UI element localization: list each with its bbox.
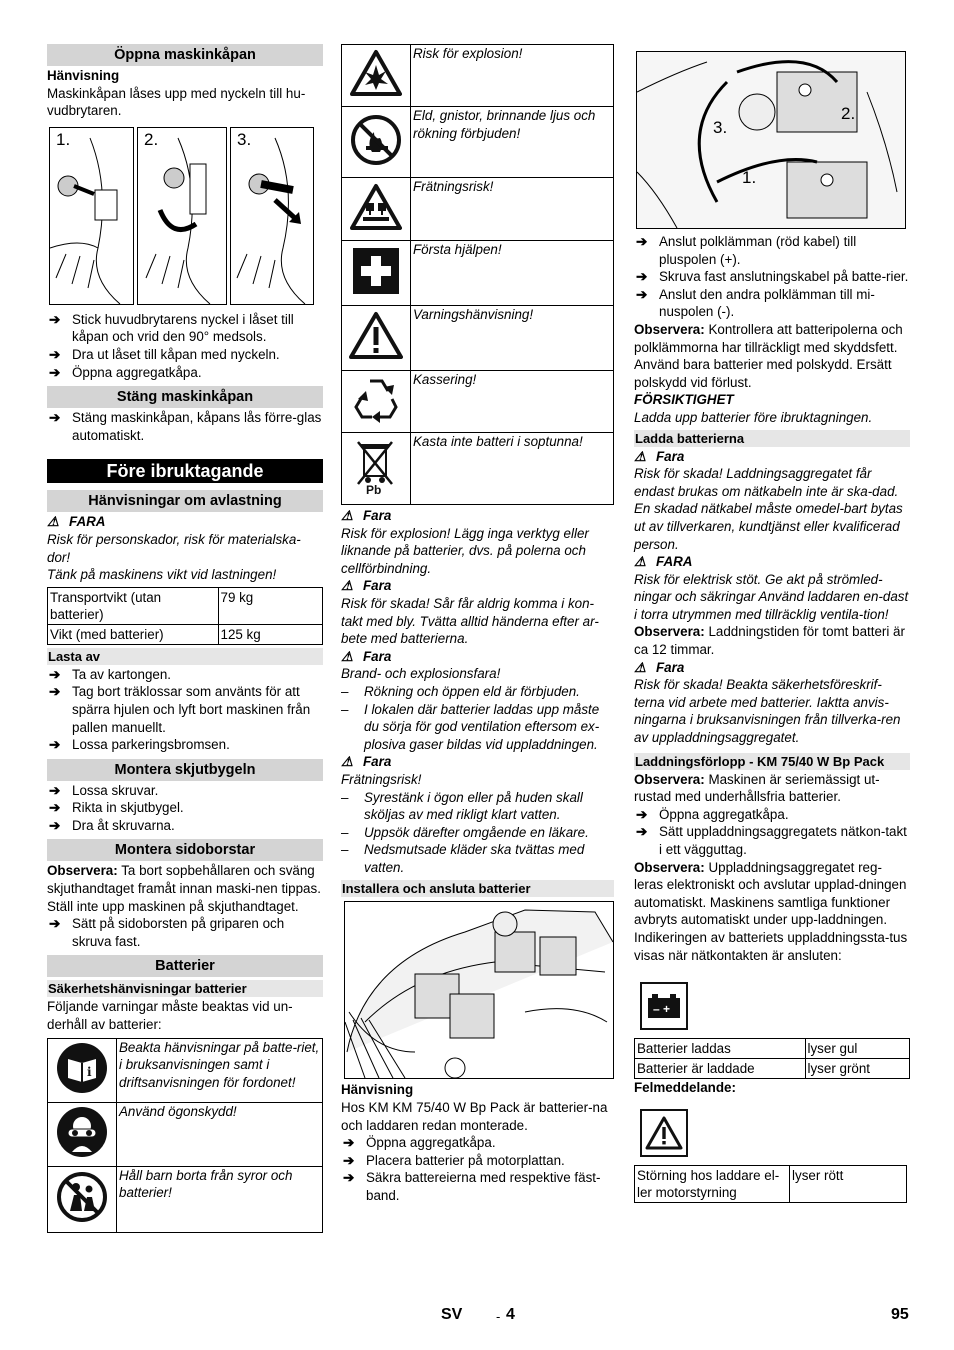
warning-text: Risk för skada! Beakta säkerhetsföreskrif-terna vid arbete med batterier. Iaktta anvis-ningarna i bruksanvisningen från tillverka-ren av uppladdningsaggregatet. — [634, 677, 901, 746]
table-row: Batterier laddas lyser gul — [635, 1039, 910, 1059]
error-warning-icon — [640, 1109, 688, 1157]
warning-icon — [342, 306, 411, 371]
svg-text:i: i — [87, 1064, 92, 1079]
figure-label-2: 2. — [841, 104, 856, 123]
warning-triangle-icon: ⚠ — [634, 448, 647, 464]
arrow-icon: ➔ — [636, 824, 648, 840]
warning-text: Risk för explosion! Lägg inga verktyg eller liknande på batterier, dvs. på polerna och cellförbindning. — [341, 525, 589, 576]
list-item: ➔ Stäng maskinkåpan, kåpans lås förre-glas automatiskt. — [49, 410, 322, 443]
warning-text: Risk för skada! Sår får aldrig komma i kon-takt med bly. Tvätta alltid händerna efter ar-bete med batterierna. — [341, 595, 599, 647]
list-item: ➔ Rikta in skjutbygel. — [49, 800, 184, 816]
warning-triangle-icon: ⚠ — [47, 514, 60, 530]
warning-text: Frätningsrisk! — [341, 771, 422, 787]
arrow-icon: ➔ — [343, 1135, 355, 1151]
warning-text: Risk för skada! Laddningsaggregatet får endast brukas om nätkabeln inte är ska-dad. En skadad nätkabel måste omedel-bart bytas ut av tillverkaren, kundtjänst eller kvalificerad person. — [634, 466, 903, 552]
observation-text: Observera: Uppladdningsaggregatet reg-leras elektroniskt och avslutar upplad-dningen automatiskt. Maskinens samtliga funktioner avbryts automatiskt under upp-laddningen. — [634, 859, 907, 928]
warning-triangle-icon: ⚠ — [341, 508, 354, 523]
warning-triangle-icon: ⚠ — [341, 754, 354, 770]
section-title-unload: Lasta av — [47, 648, 323, 665]
arrow-icon: ➔ — [49, 346, 61, 362]
key-turn-illustration — [138, 128, 226, 304]
section-title-unloading-notes: Hänvisningar om avlastning — [47, 490, 323, 512]
arrow-icon: ➔ — [636, 286, 648, 302]
table-row: Kassering! — [342, 371, 614, 433]
arrow-icon: ➔ — [49, 916, 61, 932]
section-title-charge-batteries: Ladda batterierna — [634, 430, 910, 447]
error-label: Felmeddelande: — [634, 1080, 736, 1096]
table-row: Första hjälpen! — [342, 241, 614, 306]
warning-triangle-icon: ⚠ — [341, 578, 354, 594]
caution-label: FÖRSIKTIGHET — [634, 392, 734, 408]
hood-figure — [49, 127, 323, 305]
observation-text: Observera: Maskinen är seriemässigt ut-rustad med underhållsfria batterier. — [634, 771, 880, 805]
arrow-icon: ➔ — [636, 234, 648, 249]
danger-warning: ⚠ Fara — [341, 754, 392, 770]
list-item: – Uppsök därefter omgående en läkare. — [341, 824, 589, 840]
danger-warning: ⚠ Fara — [634, 659, 685, 675]
danger-warning: ⚠ Fara — [341, 578, 392, 594]
battery-symbol-table-2 — [341, 44, 614, 505]
section-title-batteries: Batterier — [47, 955, 323, 977]
observation-text: Observera: Laddningstiden för tomt batteri är ca 12 timmar. — [634, 624, 905, 658]
list-item: ➔ Öppna aggregatkåpa. — [49, 364, 202, 380]
figure-label-3: 3. — [713, 118, 728, 137]
observation-text: Observera: Kontrollera att batteripolerna och polklämmorna har tillräckligt med skyddsfett. — [634, 321, 903, 355]
list-item: ➔ Ta av kartongen. — [49, 666, 172, 682]
no-fire-icon — [342, 107, 411, 178]
goggles-icon — [48, 1102, 117, 1166]
table-row: Batterier är laddade lyser grönt — [635, 1059, 910, 1079]
chapter-title: Före ibruktagande — [47, 459, 323, 483]
note-label: Hänvisning — [341, 1082, 414, 1098]
table-row: Eld, gnistor, brinnande ljus och rökning förbjuden! — [342, 107, 614, 178]
figure-label-3: 3. — [237, 129, 252, 149]
first-aid-icon — [342, 241, 411, 306]
page-number: 95 — [891, 1306, 909, 1323]
list-item: ➔ Öppna aggregatkåpa. — [343, 1135, 496, 1151]
warning-text: Risk för elektrisk stöt. Ge akt på strömled-ningar och säkringar Använd laddaren en-dast i torra utrymmen med tillräcklig ventila-tion! — [634, 571, 909, 622]
arrow-icon: ➔ — [49, 737, 61, 753]
section-title-charging-process: Laddningsförlopp - KM 75/40 W Bp Pack — [634, 753, 910, 770]
charge-status-table — [634, 1038, 910, 1079]
observation-text: Observera: Ta bort sopbehållaren och sväng skjuthandtaget framåt innan maski-nen tippas. Ställ inte upp maskinen på skjuthandtaget. — [47, 863, 321, 914]
list-item: ➔ Anslut den andra polklämman till mi-nuspolen (-). — [636, 286, 875, 320]
footer-separator: - — [496, 1309, 501, 1324]
body-text: Följande varningar måste beaktas vid un-derhåll av batterier: — [47, 999, 293, 1033]
list-item: ➔ Säkra battereierna med respektive fäst-band. — [343, 1170, 601, 1204]
danger-warning: ⚠ FARA — [634, 554, 693, 570]
note-text: Hos KM KM 75/40 W Bp Pack är batterier-na och laddaren redan monterade. — [341, 1100, 608, 1133]
column-right — [634, 44, 910, 1203]
body-text: Använd bara batterier med polskydd. Ersätt polskydd vid förlust. — [634, 357, 892, 390]
section-title-push-handle: Montera skjutbygeln — [47, 759, 323, 781]
note-label: Hänvisning — [47, 68, 120, 83]
figure-label-2: 2. — [144, 129, 159, 149]
table-row: i Beakta hänvisningar på batte-riet, i bruksanvisningen samt i driftsanvisningen för fordonet! — [48, 1038, 323, 1102]
arrow-icon: ➔ — [49, 311, 61, 327]
manual-icon — [48, 1038, 117, 1102]
figure-label-1: 1. — [742, 168, 757, 187]
section-title-close-hood: Stäng maskinkåpan — [47, 386, 323, 408]
table-row: Pb Kasta inte batteri i soptunna! — [342, 433, 614, 505]
body-text: Indikeringen av batteriets uppladdningssta-tus visas när nätkontakten är ansluten: — [634, 929, 908, 963]
section-title-install-batteries: Installera och ansluta batterier — [341, 880, 614, 897]
caution-text: Ladda upp batterier före ibruktagningen. — [634, 409, 873, 425]
keep-children-away-icon — [48, 1166, 117, 1232]
section-title-battery-safety: Säkerhetshänvisningar batterier — [47, 980, 323, 997]
key-insert-illustration — [50, 128, 133, 304]
arrow-icon: ➔ — [636, 806, 648, 822]
table-row: Risk för explosion! — [342, 45, 614, 107]
list-item: – I lokalen där batterier laddas upp måste du sörja för god ventilation eftersom ex-plosiva gaser bildas vid uppladdningen. — [341, 701, 600, 752]
battery-wiring-illustration — [637, 52, 905, 228]
footer-section: 4 — [506, 1306, 515, 1323]
hood-figure-step-3 — [230, 127, 314, 305]
pull-lock-illustration — [231, 128, 313, 304]
column-left — [47, 44, 323, 1233]
pb-label: Pb — [366, 483, 382, 494]
warning-triangle-icon: ⚠ — [341, 648, 354, 664]
weights-table — [47, 587, 323, 645]
table-row: Varningshänvisning! — [342, 306, 614, 371]
warning-text: Brand- och explosionsfara! — [341, 666, 501, 682]
no-bin-icon — [342, 433, 411, 505]
list-item: ➔ Öppna aggregatkåpa. — [636, 806, 789, 822]
arrow-icon: ➔ — [636, 269, 648, 285]
battery-connection-figure — [636, 51, 906, 229]
list-item: ➔ Lossa parkeringsbromsen. — [49, 737, 230, 753]
list-item: ➔ Sätt på sidoborsten på griparen och skruva fast. — [49, 916, 285, 949]
table-row: Vikt (med batterier) 125 kg — [48, 624, 323, 644]
hood-figure-step-2 — [137, 127, 227, 305]
arrow-icon: ➔ — [343, 1170, 355, 1186]
danger-warning: ⚠ Fara — [341, 648, 392, 664]
error-table — [634, 1165, 907, 1203]
list-item: ➔ Sätt uppladdningsaggregatets nätkon-takt i ett vägguttag. — [636, 824, 907, 857]
footer-language: SV — [441, 1306, 463, 1323]
warning-text: Risk för personskador, risk för materialska-dor! — [47, 531, 301, 565]
table-row: Använd ögonskydd! — [48, 1102, 323, 1166]
table-row: Håll barn borta från syror och batterier! — [48, 1166, 323, 1232]
danger-warning: ⚠ FARA — [47, 514, 106, 530]
battery-symbol: – + — [653, 1002, 671, 1017]
arrow-icon: ➔ — [343, 1152, 355, 1168]
list-item: – Rökning och öppen eld är förbjuden. — [341, 683, 580, 699]
hood-figure-step-1 — [49, 127, 134, 305]
warning-text: Tänk på maskinens vikt vid lastningen! — [47, 567, 277, 583]
list-item: ➔ Anslut polklämman (röd kabel) till pluspolen (+). — [636, 234, 857, 267]
arrow-icon: ➔ — [49, 364, 61, 380]
battery-symbol-table — [47, 1038, 323, 1233]
arrow-icon: ➔ — [49, 800, 61, 816]
warning-triangle-icon: ⚠ — [634, 554, 647, 570]
danger-warning: ⚠ Fara — [634, 448, 685, 464]
warning-triangle-icon: ⚠ — [634, 659, 647, 675]
arrow-icon: ➔ — [49, 410, 61, 426]
danger-warning: ⚠ Fara — [341, 508, 392, 523]
list-item: – Nedsmutsade kläder ska tvättas med vatten. — [341, 842, 585, 875]
list-item: ➔ Skruva fast anslutningskabel på batte-rier. — [636, 269, 909, 285]
section-title-side-brushes: Montera sidoborstar — [47, 839, 323, 861]
section-title-open-hood: Öppna maskinkåpan — [47, 44, 323, 66]
list-item: ➔ Tag bort träklossar som använts för att spärra hjulen och lyft bort maskinen från pallen manuellt. — [49, 684, 311, 735]
table-row: Frätningsrisk! — [342, 178, 614, 241]
figure-label-1: 1. — [56, 129, 71, 149]
battery-installation-figure — [344, 901, 614, 1079]
note-text: Maskinkåpan låses upp med nyckeln till hu-vudbrytaren. — [47, 85, 306, 119]
list-item: – Syrestänk i ögon eller på huden skall sköljas av med rikligt klart vatten. — [341, 789, 583, 823]
column-middle — [341, 44, 614, 1205]
arrow-icon: ➔ — [49, 684, 61, 700]
recycle-icon — [342, 371, 411, 433]
arrow-icon: ➔ — [49, 782, 61, 798]
table-row: Transportvikt (utan batterier) 79 kg — [48, 587, 323, 624]
list-item: ➔ Dra åt skruvarna. — [49, 817, 175, 833]
list-item: ➔ Dra ut låset till kåpan med nyckeln. — [49, 346, 280, 362]
list-item: ➔ Placera batterier på motorplattan. — [343, 1152, 565, 1168]
battery-charge-icon — [640, 982, 688, 1030]
machine-batteries-illustration — [345, 902, 613, 1078]
arrow-icon: ➔ — [49, 666, 61, 682]
table-row: Störning hos laddare el-ler motorstyrning lyser rött — [635, 1165, 907, 1202]
explosion-icon — [342, 45, 411, 107]
corrosive-icon — [342, 178, 411, 241]
list-item: ➔ Lossa skruvar. — [49, 782, 159, 798]
list-item: ➔ Stick huvudbrytarens nyckel i låset till kåpan och vrid den 90° medsols. — [49, 311, 294, 345]
arrow-icon: ➔ — [49, 817, 61, 833]
